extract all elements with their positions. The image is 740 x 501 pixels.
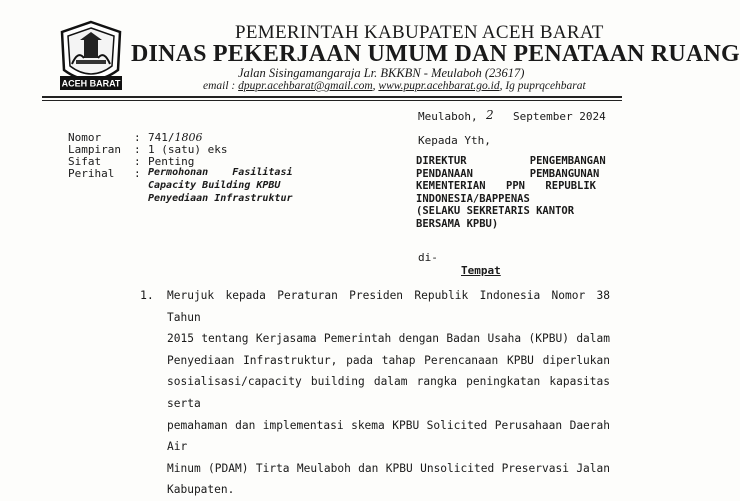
recipient-line: KEMENTERIAN PPN REPUBLIK [416, 180, 596, 192]
body-line: Minum (PDAM) Tirta Meulaboh dan KPBU Unsolicited Preservasi Jalan [167, 461, 610, 475]
recipient-line: DIREKTUR PENGEMBANGAN [416, 155, 606, 167]
recipient-line: PENDANAAN PEMBANGUNAN [416, 167, 600, 180]
body-line: 2015 tentang Kerjasama Pemerintah dengan Badan Usaha (KPBU) dalam [167, 332, 610, 346]
letterhead-rule-thin [42, 100, 622, 101]
meta-label-lampiran: Lampiran [68, 143, 121, 156]
recipient-place: Tempat [461, 264, 501, 277]
nomor-prefix: 741/ [148, 131, 175, 144]
contact-separator: , [372, 80, 379, 92]
body-line: Merujuk kepada Peraturan Presiden Republik Indonesia Nomor 38 Tahun [167, 289, 610, 324]
website-link[interactable]: www.pupr.acehbarat.go.id [378, 80, 500, 92]
meta-label-perihal: Perihal [68, 167, 115, 180]
agency-name: DINAS PEKERJAAN UMUM DAN PENATAAN RUANG [131, 41, 740, 67]
recipient-di: di- [418, 251, 438, 264]
meta-value-sifat: Penting [148, 155, 195, 168]
nomor-handwritten: 1806 [174, 131, 203, 144]
meta-colon: : [134, 167, 141, 180]
letter-day: 2 [486, 108, 494, 122]
body-line: Kabupaten. [167, 483, 235, 497]
contact-prefix: email : [203, 80, 239, 92]
paragraph-number: 1. [140, 288, 154, 302]
recipient-line: BERSAMA KPBU) [416, 217, 499, 230]
meta-value-perihal: Permohonan Fasilitasi [148, 167, 293, 178]
letter-month-year: September 2024 [513, 110, 606, 123]
meta-colon: : [134, 131, 141, 144]
perihal-line-3: Penyediaan Infrastruktur [148, 193, 293, 204]
aceh-barat-emblem-logo [58, 20, 124, 94]
instagram-handle: , Ig puprqcehbarat [499, 80, 586, 92]
recipient-line: INDONESIA/BAPPENAS [416, 192, 530, 205]
body-paragraph [167, 285, 610, 501]
government-name: PEMERINTAH KABUPATEN ACEH BARAT [235, 22, 604, 43]
logo-label: ACEH BARAT [61, 78, 121, 89]
body-line: sosialisasi/capacity building dalam rangka peningkatan kapasitas serta [167, 375, 610, 410]
agency-address: Jalan Sisingamangaraja Lr. BKKBN - Meulaboh (23617) [238, 66, 525, 80]
meta-colon: : [134, 155, 141, 168]
meta-label-sifat: Sifat [68, 155, 102, 168]
recipient-block [416, 155, 606, 230]
meta-value-lampiran: 1 (satu) eks [148, 143, 228, 156]
meta-colon: : [134, 143, 141, 156]
meta-label-nomor: Nomor [68, 131, 102, 144]
letterhead-rule-thick [42, 96, 622, 98]
perihal-line-2: Capacity Building KPBU [148, 180, 281, 191]
recipient-greeting: Kepada Yth, [418, 134, 491, 147]
body-line: Penyediaan Infrastruktur, pada tahap Perencanaan KPBU diperlukan [167, 353, 610, 367]
letter-place: Meulaboh, [418, 110, 478, 123]
email-link[interactable]: dpupr.acehbarat@gmail.com [238, 80, 373, 92]
body-line: pemahaman dan implementasi skema KPBU Solicited Perusahaan Daerah Air [167, 418, 610, 454]
recipient-line: (SELAKU SEKRETARIS KANTOR [416, 205, 575, 217]
agency-contact [203, 80, 586, 92]
